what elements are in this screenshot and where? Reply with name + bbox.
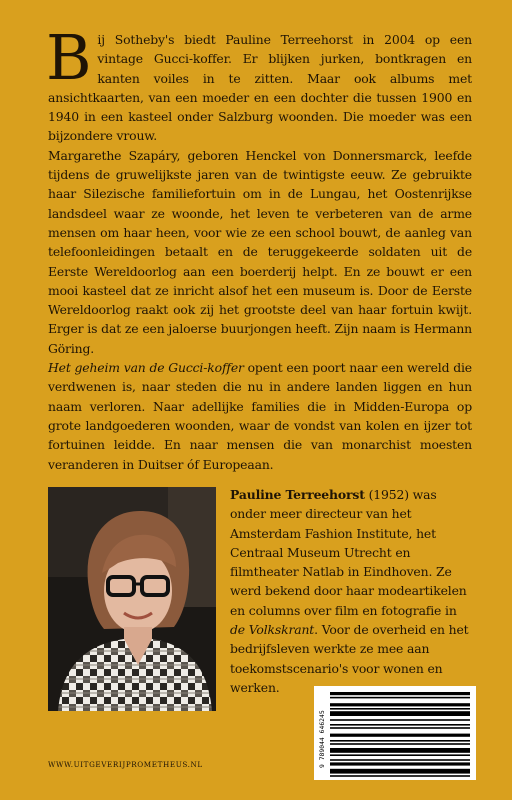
author-bio (230, 485, 470, 697)
barcode-bar (330, 775, 470, 777)
barcode-bar (330, 703, 470, 706)
barcode-bar (330, 727, 470, 729)
blurb-paragraph-1 (46, 21, 472, 146)
isbn-barcode (314, 686, 476, 780)
barcode-bar (330, 754, 470, 756)
barcode-bar (330, 708, 470, 710)
barcode-bar (330, 743, 470, 745)
drop-cap: B (46, 21, 92, 94)
book-title: Het geheim van de Gucci-koffer (48, 360, 244, 376)
back-cover-blurb (46, 21, 472, 474)
barcode-bar (330, 719, 470, 721)
barcode-bar (330, 692, 470, 695)
bio-text-1: (1952) was onder meer directeur van het Amsterdam Fashion Institute, het Centraal Museum Utrecht en filmtheater Natlab in Eindhoven. Ze werd bekend door haar modeartikelen en columns over film en fotografie in (230, 487, 467, 618)
newspaper-name: de Volkskrant (230, 622, 315, 638)
barcode-bar (330, 740, 470, 742)
barcode-bars (314, 686, 476, 780)
barcode-bar (330, 697, 470, 699)
barcode-bar (330, 769, 470, 774)
barcode-digits: 9 789044 646245 (318, 710, 326, 768)
author-portrait-image (48, 487, 216, 711)
barcode-bar (330, 748, 470, 753)
blurb-paragraph-2: Margarethe Szapáry, geboren Henckel von Donnersmarck, leefde tijdens de gruwelijkste jaren van de twintigste eeuw. Ze gebruikte haar Silezische familiefortuin om in de Lungau, het Oostenrijkse landsdeel waar ze woonde, het leven te verbeteren van de arme mensen om haar heen, voor wie ze een school bouwt, de aanleg van telefoonleidingen betaalt en de teruggekeerde soldaten uit de Eerste Wereldoorlog aan een boerderij helpt. En ze bouwt er een mooi kasteel dat ze inricht alsof het een museum is. Door de Eerste Wereldoorlog raakt ook zij het grootste deel van haar fortuin kwijt. Erger is dat ze een jaloerse buurjongen heeft. Zijn naam is Hermann Göring. (48, 147, 472, 356)
barcode-bar (330, 734, 470, 737)
author-photo (48, 487, 216, 711)
blurb-paragraph-3 (48, 358, 472, 474)
barcode-bar (330, 762, 470, 765)
barcode-bar (330, 724, 470, 726)
author-name: Pauline Terreehorst (230, 487, 365, 502)
publisher-url: WWW.UITGEVERIJPROMETHEUS.NL (48, 760, 203, 769)
barcode-bar (330, 759, 470, 761)
barcode-bar (330, 711, 470, 716)
blurb-text-3: opent een poort naar een wereld die verdwenen is, naar steden die nu in andere landen liggen en hun naam verloren. Naar adellijke families die in Midden-Europa op grote landgoederen woonden, waar de vondst van kolen en ijzer tot fortuinen leidde. En naar mensen die van monarchist moesten veranderen in Duitser óf Europeaan. (48, 360, 472, 472)
author-bio-text (230, 485, 470, 697)
bio-text-2: . Voor de overheid en het bedrijfsleven werkte ze mee aan toekomstscenario's voor wonen en werken. (230, 622, 469, 695)
blurb-text-1: ij Sotheby's biedt Pauline Terreehorst in 2004 op een vintage Gucci-koffer. Er blijken jurken, bontkragen en kanten voiles in te zitten. Maar ook albums met ansichtkaarten, van een moeder en een dochter die tussen 1900 en 1940 in een kasteel onder Salzburg woonden. Die moeder was een bijzondere vrouw. (48, 32, 472, 144)
